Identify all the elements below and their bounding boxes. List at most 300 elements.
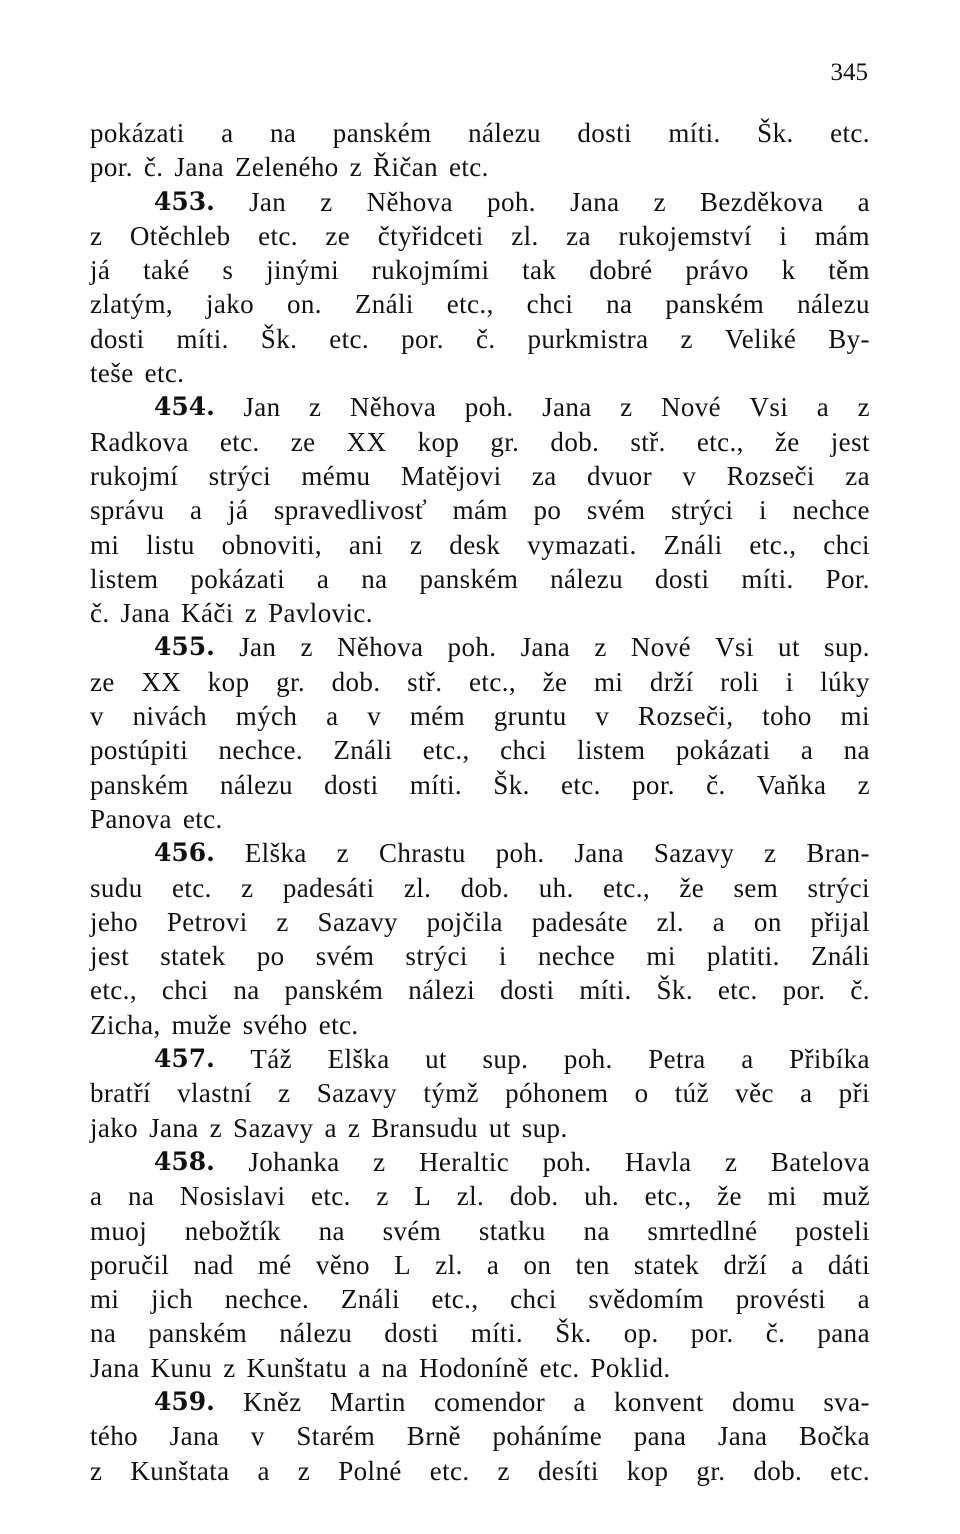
text-line (90, 1282, 870, 1316)
word: Nové (660, 392, 722, 423)
word: z (724, 1146, 738, 1177)
word: Rozseči, (638, 701, 734, 732)
word: etc., (422, 735, 470, 766)
word: č. (706, 769, 726, 800)
word: on (753, 906, 782, 937)
word: mi (90, 529, 120, 560)
text-line (90, 802, 870, 836)
word: por. (90, 152, 133, 183)
word: z (223, 1352, 236, 1383)
word: Petrovi (166, 906, 248, 937)
word: z (320, 186, 333, 217)
word: poh. (447, 632, 497, 663)
word: že (542, 666, 568, 697)
text-line (90, 905, 870, 939)
word: jest (90, 941, 130, 972)
word: nálezu (220, 769, 293, 800)
word: Batelova (770, 1146, 870, 1177)
text-line (90, 287, 870, 321)
text-line (90, 1214, 870, 1248)
word: statek (633, 1249, 700, 1280)
word: míti. (741, 563, 794, 594)
word: stř. (407, 666, 443, 697)
word: Bočka (799, 1421, 870, 1452)
word: Rozseči (726, 460, 815, 491)
word: na (361, 563, 388, 594)
word: Veliké (724, 323, 797, 354)
word: stř. (630, 426, 666, 457)
word: Jan (243, 392, 281, 423)
word: z (309, 392, 322, 423)
word: Radkova (90, 426, 189, 457)
word: panském (419, 563, 519, 594)
word: Chrastu (378, 838, 466, 869)
entry-first-line (90, 185, 870, 219)
word: poh. (464, 392, 514, 423)
text-line (90, 459, 870, 493)
word: za (845, 460, 870, 491)
text-line (90, 1248, 870, 1282)
word: uh. (584, 1181, 620, 1212)
word: a (326, 701, 339, 732)
word: Bezděkova (700, 186, 824, 217)
word: a (221, 118, 234, 148)
word: statku (478, 1215, 546, 1246)
document-body (90, 116, 870, 1488)
word: listem (90, 563, 159, 594)
word: purkmistra (527, 323, 649, 354)
word: mi (840, 701, 870, 732)
word: Jana (574, 838, 624, 869)
entry-number: 456. (154, 838, 215, 868)
word: dvuor (586, 460, 652, 491)
word: dob. (509, 1181, 559, 1212)
word: poh. (487, 186, 536, 217)
word: poh. (495, 838, 545, 869)
word: a (90, 1181, 103, 1212)
word: v (682, 460, 697, 491)
entry-first-line (90, 1385, 870, 1419)
word: zl. (435, 1249, 463, 1280)
word: z (209, 1112, 223, 1143)
word: Sazavy (233, 1112, 314, 1143)
word: Brně (406, 1421, 461, 1452)
word: z (680, 323, 693, 354)
word: drží (723, 1249, 768, 1280)
word: chci (823, 529, 870, 560)
entry-first-line (90, 836, 870, 870)
word: a (741, 1044, 754, 1075)
word: Sazavy (316, 1078, 398, 1109)
word: mém (409, 701, 466, 732)
word: jako (90, 1112, 139, 1143)
word: a (800, 735, 814, 766)
word: etc. (171, 872, 212, 903)
word: on (523, 1249, 552, 1280)
word: konvent (614, 1386, 704, 1417)
text-line (90, 1454, 870, 1488)
word: panském (90, 769, 189, 800)
text-line (90, 973, 870, 1007)
word: Jana (717, 1421, 768, 1452)
word: Kunu (150, 1352, 213, 1383)
word: pokázati (90, 118, 185, 148)
word: z (276, 906, 289, 937)
word: nivách (132, 701, 208, 732)
word: Elška (327, 1044, 390, 1075)
word: jest (830, 426, 870, 457)
word: strýci (208, 460, 272, 491)
word: por. (690, 1318, 734, 1349)
word: Poklid. (590, 1352, 671, 1383)
word: Nové (630, 632, 691, 663)
page-number: 345 (830, 59, 868, 86)
word: gr. (276, 666, 306, 697)
entry-number: 459. (154, 1386, 215, 1416)
word: Něhova (337, 632, 424, 663)
word: z (347, 1112, 361, 1143)
word: chci (526, 289, 574, 320)
word: jinými (266, 255, 339, 286)
word: Ználi (810, 941, 870, 972)
word: na (843, 735, 870, 766)
word: listem (577, 735, 646, 766)
word: jich (150, 1284, 194, 1315)
word: uh. (538, 872, 574, 903)
text-line (90, 699, 870, 733)
word: dosti (577, 118, 632, 148)
word: Sazavy (653, 838, 735, 869)
word: posteli (795, 1215, 870, 1246)
word: pokázati (190, 563, 285, 594)
word: poháníme (492, 1421, 603, 1452)
word: Ználi (333, 735, 393, 766)
word: kop (626, 1455, 669, 1486)
word: pojčila (426, 906, 503, 937)
text-line (90, 1316, 870, 1350)
word: z (620, 392, 633, 423)
word: Pavlovic. (268, 598, 373, 629)
word: etc. (182, 803, 223, 834)
word: Starém (296, 1421, 376, 1452)
word: spravedlivosť (273, 495, 428, 526)
word: dosti (324, 769, 379, 800)
word: Kunštata (130, 1455, 230, 1486)
text-line (90, 1008, 870, 1042)
word: Jana (120, 598, 171, 629)
text-line (90, 219, 870, 253)
word: Ználi (663, 529, 723, 560)
word: sva- (823, 1386, 870, 1417)
word: na (270, 118, 297, 148)
word: postúpiti (90, 735, 189, 766)
word: správu (90, 495, 165, 526)
word: etc. (449, 152, 489, 183)
word: por. (782, 975, 826, 1006)
word: Jana (169, 1421, 220, 1452)
word: ze (325, 220, 351, 251)
word: comendor (434, 1386, 546, 1417)
word: v (250, 1421, 265, 1452)
word: nechce (537, 941, 616, 972)
word: při (838, 1078, 870, 1109)
word: mých (235, 701, 298, 732)
word: i (498, 941, 507, 972)
word: nálezu (279, 1318, 353, 1349)
word: zl. (456, 1181, 485, 1212)
word: v (90, 701, 104, 732)
word: etc. (318, 1009, 359, 1040)
word: já (90, 255, 111, 286)
word: dáti (827, 1249, 870, 1280)
word: z (497, 1455, 510, 1486)
text-line (90, 1351, 870, 1385)
word: listu (146, 529, 195, 560)
word: na (606, 289, 633, 320)
word: sup. (521, 1112, 568, 1143)
entry-first-line (90, 1042, 870, 1076)
word: mi (646, 941, 676, 972)
word: a (857, 186, 870, 217)
word: z (857, 392, 870, 423)
word: po (256, 941, 285, 972)
word: jeho (90, 906, 139, 937)
word: svém (315, 941, 375, 972)
word: etc., (696, 426, 744, 457)
word: panském (148, 1318, 248, 1349)
word: panském (284, 975, 384, 1006)
word: zl. (511, 220, 539, 251)
word: etc., (469, 666, 517, 697)
word: z (300, 632, 313, 663)
word: za (566, 220, 591, 251)
word: za (531, 460, 557, 491)
word: týmž (423, 1078, 479, 1109)
word: rukojemství (618, 220, 752, 251)
word: mé (257, 1249, 292, 1280)
word: i (759, 495, 767, 526)
word: Vaňka (756, 769, 827, 800)
word: míti. (176, 323, 229, 354)
word: a (486, 1249, 500, 1280)
word: smrtedlné (647, 1215, 758, 1246)
word: chci (510, 1284, 557, 1315)
word: na (90, 1318, 117, 1349)
word: op. (623, 1318, 659, 1349)
word: nálezi (408, 975, 476, 1006)
word: věno (315, 1249, 370, 1280)
word: nad (193, 1249, 234, 1280)
word: z (336, 838, 350, 869)
word: i (785, 666, 794, 697)
word: Bransudu (371, 1112, 478, 1143)
word: Jana (149, 1112, 199, 1143)
word: sem (733, 872, 779, 903)
word: etc., (90, 975, 137, 1006)
word: a (324, 1112, 337, 1143)
word: dosti (654, 563, 710, 594)
word: By- (828, 323, 870, 354)
word: z (410, 529, 423, 560)
word: jako (205, 289, 255, 320)
entry-first-line (90, 390, 870, 424)
word: svém (382, 1215, 442, 1246)
word: ze (90, 666, 115, 697)
text-line (90, 1179, 870, 1213)
word: z (373, 1146, 386, 1177)
word: v (367, 701, 382, 732)
word: míti. (579, 975, 632, 1006)
word: Bran- (806, 838, 870, 869)
word: kop (207, 666, 250, 697)
word: etc., (603, 872, 651, 903)
word: Přibíka (789, 1044, 870, 1075)
entry-number: 453. (154, 186, 215, 216)
word: a (257, 1455, 270, 1486)
word: domu (732, 1386, 796, 1417)
word: por. (632, 769, 675, 800)
word: Vsi (715, 632, 754, 663)
word: pana (817, 1318, 870, 1349)
word: chci (500, 735, 547, 766)
word: pokázati (675, 735, 771, 766)
word: čtyřidceti (377, 220, 484, 251)
word: po (533, 495, 562, 526)
word: ut (488, 1112, 511, 1143)
word: věc (735, 1078, 774, 1109)
word: svého (242, 1009, 308, 1040)
word: desíti (537, 1455, 599, 1486)
word: k (781, 255, 796, 286)
word: Vsi (749, 392, 789, 423)
word: Johanka (248, 1146, 340, 1177)
word: že (717, 1181, 742, 1212)
word: Por. (825, 563, 870, 594)
word: právo (685, 255, 749, 286)
word: dob. (331, 666, 381, 697)
word: z (653, 186, 666, 217)
word: z (90, 220, 103, 251)
word: nálezu (797, 289, 870, 320)
word: z (244, 598, 258, 629)
word: etc., (446, 289, 494, 320)
word: přijal (810, 906, 870, 937)
word: svém (586, 495, 646, 526)
text-line (90, 1076, 870, 1110)
word: o (634, 1078, 649, 1109)
word: Polné (338, 1455, 402, 1486)
word: lúky (820, 666, 870, 697)
word: mi (767, 1181, 797, 1212)
word: z (278, 1078, 291, 1109)
word: teše (90, 358, 134, 389)
word: míti. (668, 118, 721, 148)
word: túž (674, 1078, 709, 1109)
word: roli (720, 666, 760, 697)
text-line (90, 1419, 870, 1453)
word: Něhova (366, 186, 453, 217)
word: rukojmími (371, 255, 490, 286)
word: Hodoníně (418, 1352, 529, 1383)
text-line (90, 528, 870, 562)
entry-number: 457. (154, 1044, 215, 1074)
word: Řičan (373, 152, 439, 183)
word: Martin (329, 1386, 406, 1417)
word: etc. (830, 118, 870, 148)
word: č. (90, 598, 110, 629)
entry-first-line (90, 1145, 870, 1179)
word: dob. (550, 426, 600, 457)
word: Šk. (555, 1318, 592, 1349)
word: Otěchleb (129, 220, 231, 251)
word: padesáte (531, 906, 628, 937)
word: zl. (656, 906, 685, 937)
word: poh. (563, 1044, 613, 1075)
word: pana (633, 1421, 687, 1452)
word: dosti (90, 323, 145, 354)
text-line (90, 150, 870, 184)
word: Jana (569, 186, 620, 217)
word: etc. (429, 1455, 470, 1486)
entry-number: 458. (154, 1146, 215, 1176)
text-line (90, 356, 870, 390)
word: strýci (405, 941, 468, 972)
word: etc., (749, 529, 797, 560)
word: dob. (753, 1455, 803, 1486)
word: na (583, 1215, 610, 1246)
word: Kněz (243, 1386, 302, 1417)
word: etc. (219, 426, 260, 457)
word: z (241, 872, 254, 903)
word: a (800, 1078, 813, 1109)
text-line (90, 871, 870, 905)
word: XX (346, 426, 387, 457)
text-line (90, 939, 870, 973)
word: Jana (542, 392, 592, 423)
word: Něhova (349, 392, 437, 423)
word: že (774, 426, 800, 457)
word: etc. (830, 1455, 870, 1486)
word: s (222, 255, 234, 286)
word: strýci (671, 495, 734, 526)
word: Matějovi (400, 460, 502, 491)
word: desk (449, 529, 501, 560)
text-line (90, 493, 870, 527)
word: Káči (181, 598, 234, 629)
word: gruntu (493, 701, 567, 732)
word: on. (286, 289, 322, 320)
text-line (90, 116, 870, 150)
word: bratří (90, 1078, 151, 1109)
text-line (90, 253, 870, 287)
word: a (358, 1352, 371, 1383)
word: zl. (403, 872, 432, 903)
word: obnoviti, (221, 529, 322, 560)
word: Havla (625, 1146, 692, 1177)
word: ze (290, 426, 316, 457)
word: Zeleného (234, 152, 339, 183)
word: tak (522, 255, 557, 286)
word: Nosislavi (179, 1181, 286, 1212)
word: mi (593, 666, 624, 697)
word: sudu (90, 872, 143, 903)
text-line (90, 665, 870, 699)
text-line (90, 322, 870, 356)
word: etc. (258, 220, 298, 251)
word: ut (425, 1044, 447, 1075)
word: sup. (824, 632, 870, 663)
word: ut (778, 632, 800, 663)
